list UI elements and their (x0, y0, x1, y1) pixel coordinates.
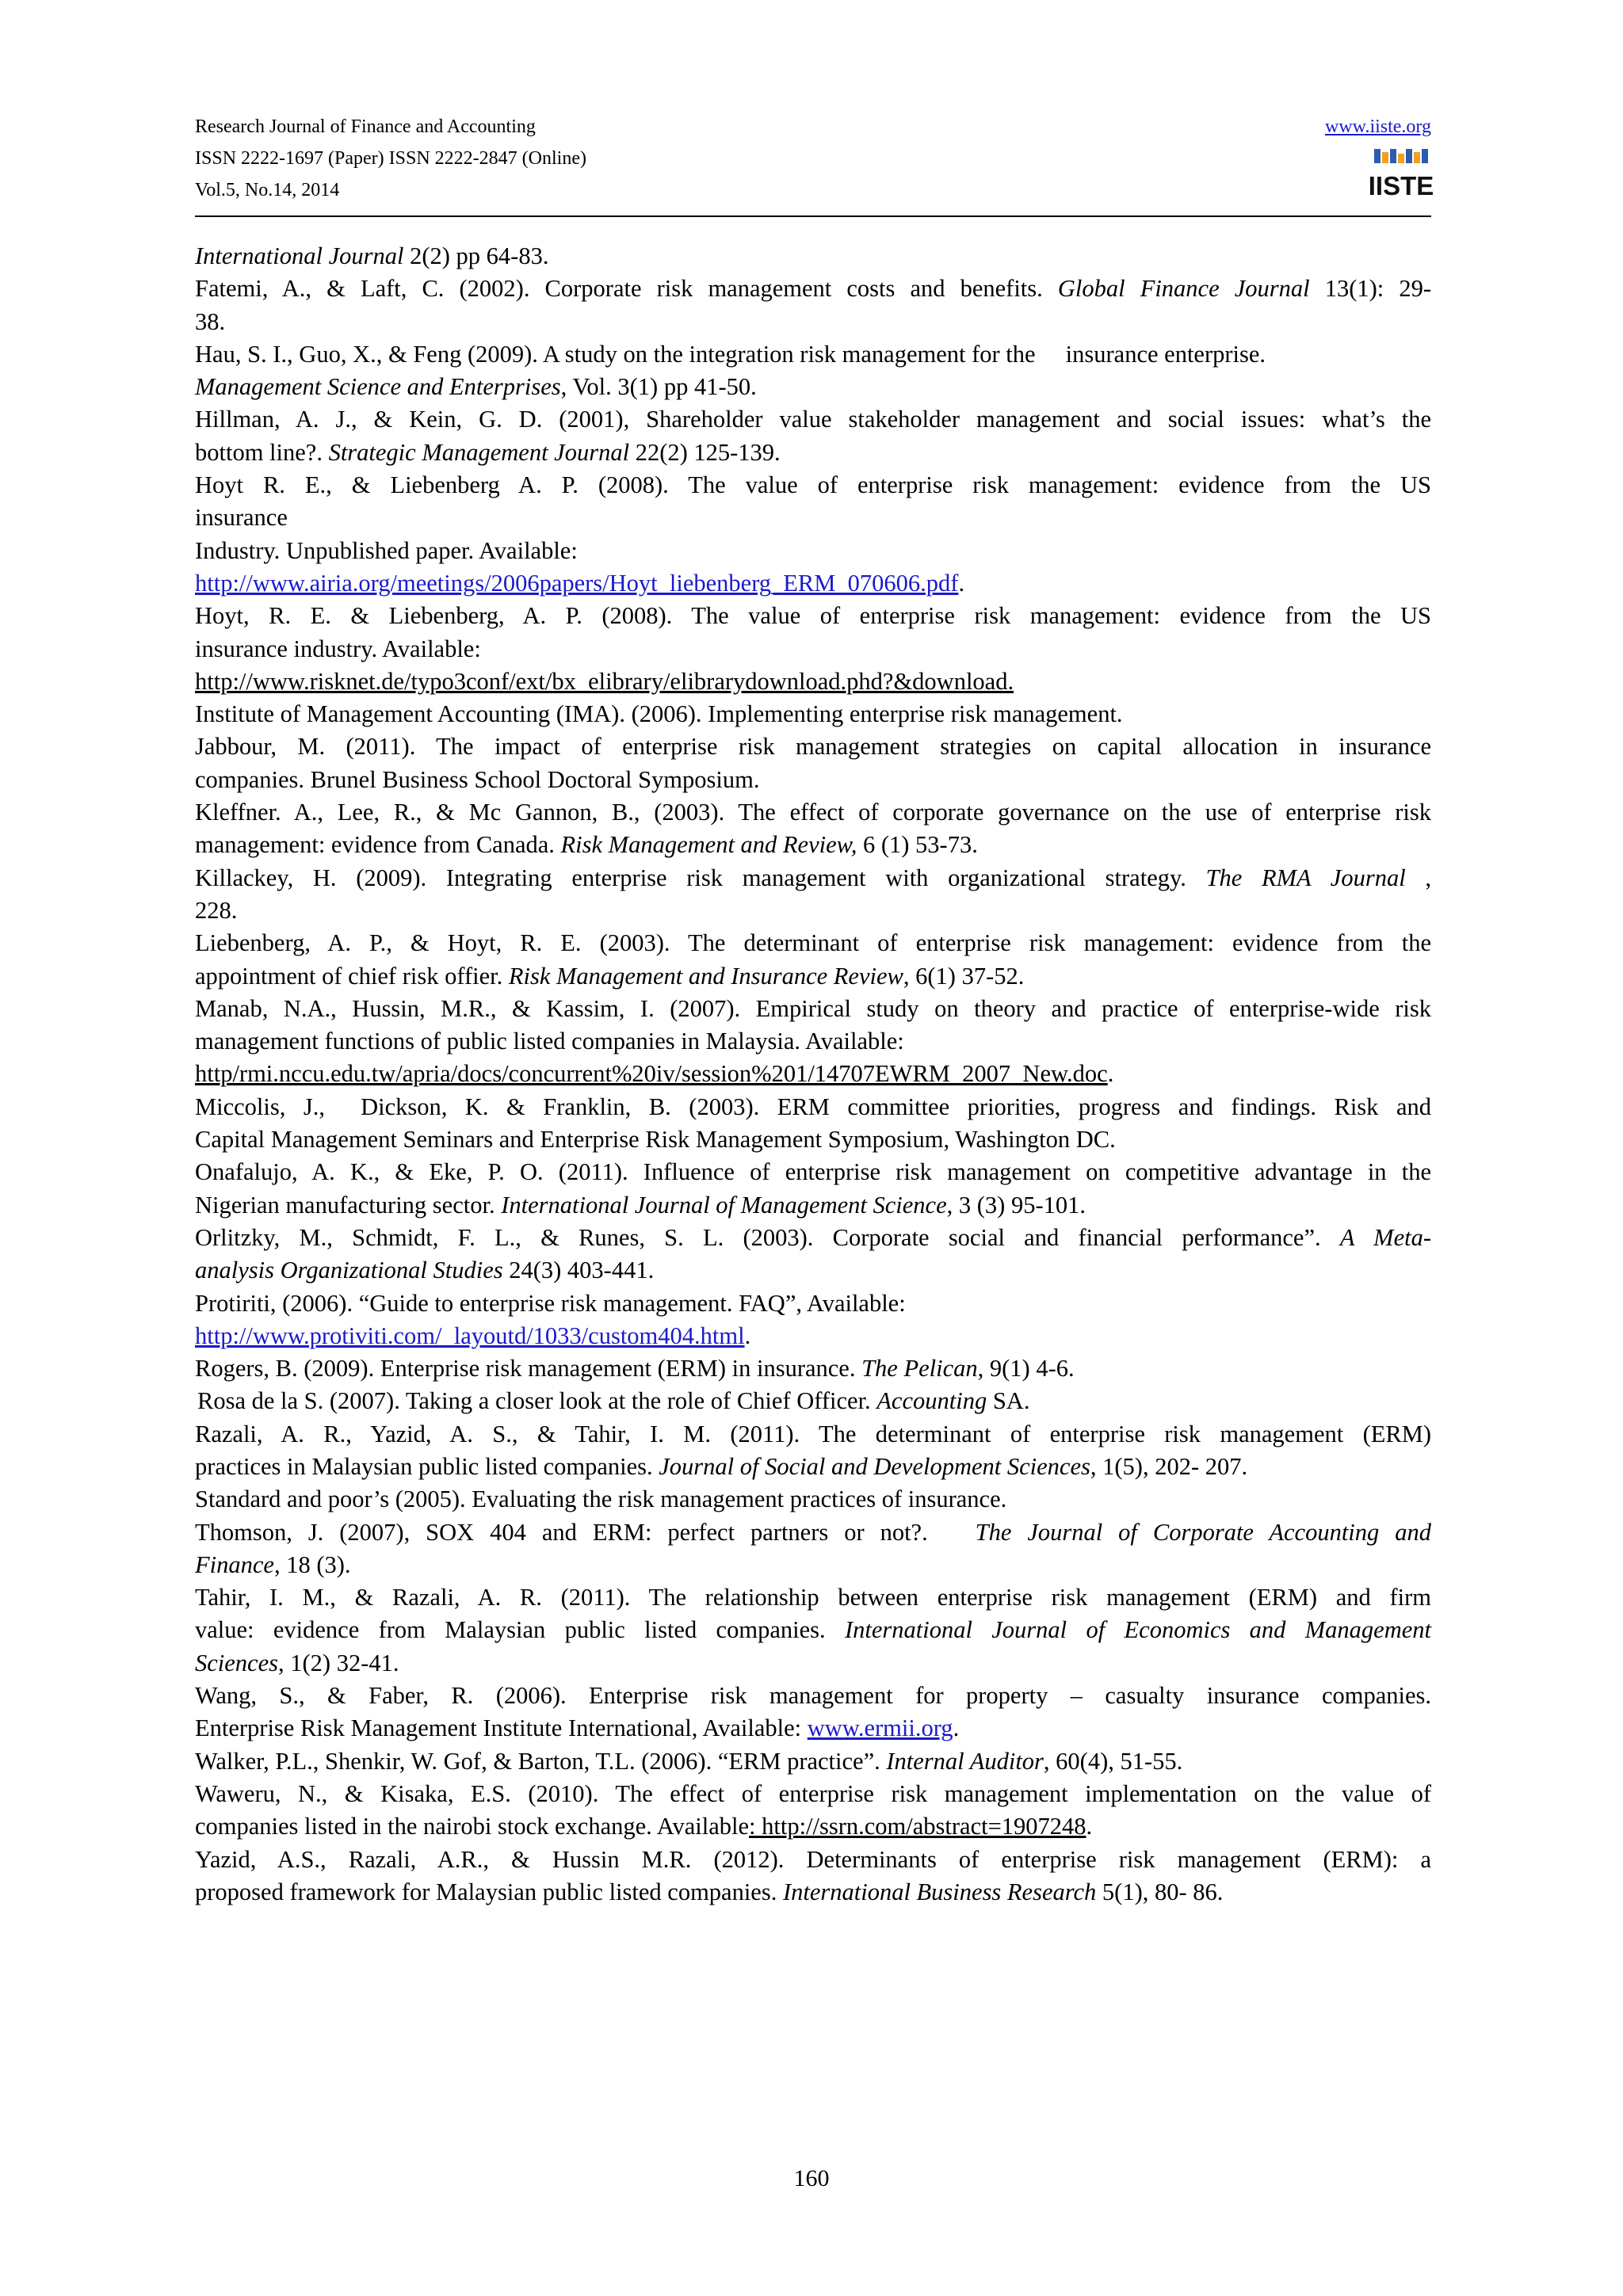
reference-source-title: International Journal of Management Science (501, 1191, 947, 1219)
reference-link[interactable]: http/rmi.nccu.edu.tw/apria/docs/concurrent%20iv/session%201/14707EWRM_2007_New.doc (195, 1060, 1108, 1088)
reference-text: Hoyt R. E., & Liebenberg A. P. (2008). The value of enterprise risk management: evidence from the US (195, 471, 1431, 499)
reference-line (195, 829, 1431, 861)
reference-line (195, 1058, 1431, 1090)
reference-line (195, 666, 1431, 698)
reference-line (195, 1287, 1431, 1320)
reference-text: , 60(4), 51-55. (1043, 1747, 1183, 1775)
reference-line (195, 1516, 1431, 1549)
reference-line (195, 306, 1431, 338)
reference-line (195, 633, 1431, 666)
reference-line (195, 567, 1431, 600)
reference-text: 22(2) 125-139. (629, 438, 781, 466)
reference-line (195, 1614, 1431, 1646)
svg-text:IISTE: IISTE (1368, 171, 1434, 200)
reference-text: insurance (195, 504, 288, 532)
reference-source-title: analysis Organizational Studies (195, 1257, 503, 1284)
reference-line (195, 371, 1431, 403)
reference-line (195, 698, 1431, 730)
reference-text: 6 (1) 53-73. (857, 831, 978, 859)
reference-text: , 6(1) 37-52. (903, 962, 1025, 990)
reference-line (195, 1025, 1431, 1058)
reference-text: . (953, 1714, 960, 1742)
reference-text: . (744, 1322, 751, 1349)
reference-text: Orlitzky, M., Schmidt, F. L., & Runes, S. L. (2003). Corporate social and financial performance”. (195, 1223, 1340, 1251)
reference-line (195, 600, 1431, 632)
reference-text: . (1086, 1813, 1093, 1840)
reference-text: , 9(1) 4-6. (977, 1355, 1075, 1383)
reference-line (195, 1320, 1431, 1352)
reference-source-title: A Meta- (1339, 1223, 1431, 1251)
reference-text: Standard and poor’s (2005). Evaluating the risk management practices of insurance. (195, 1486, 1007, 1513)
header-rule (195, 215, 1431, 217)
reference-line (195, 796, 1431, 829)
reference-line (195, 1844, 1431, 1876)
reference-source-title: Risk Management and Review, (560, 831, 857, 859)
reference-line (195, 437, 1431, 469)
reference-line (195, 1156, 1431, 1188)
reference-text: Tahir, I. M., & Razali, A. R. (2011). The relationship between enterprise risk management (ERM) and firm (195, 1584, 1431, 1611)
reference-line (195, 1091, 1431, 1123)
reference-line (195, 1810, 1431, 1843)
reference-text: Wang, S., & Faber, R. (2006). Enterprise risk management for property – casualty insurance companies. (195, 1682, 1431, 1710)
reference-text: management: evidence from Canada. (195, 831, 561, 859)
reference-text: insurance industry. Available: (195, 635, 481, 662)
reference-text: , Vol. 3(1) pp 41-50. (560, 373, 757, 401)
reference-source-title: International Journal of Economics and Management (844, 1616, 1431, 1644)
reference-text: Manab, N.A., Hussin, M.R., & Kassim, I. (2007). Empirical study on theory and practice of enterprise-wide risk (195, 994, 1431, 1022)
reference-text: Fatemi, A., & Laft, C. (2002). Corporate risk management costs and benefits. (195, 275, 1058, 303)
reference-text: Kleffner. A., Lee, R., & Mc Gannon, B., (2003). The effect of corporate governance on the use of enterprise risk (195, 799, 1431, 826)
reference-line (195, 273, 1431, 305)
reference-source-title: Accounting (876, 1387, 987, 1415)
reference-line (195, 730, 1431, 763)
reference-line (195, 469, 1431, 502)
reference-line (195, 927, 1431, 959)
volume-line: Vol.5, No.14, 2014 (195, 180, 340, 200)
reference-line (195, 1451, 1431, 1483)
reference-text: Razali, A. R., Yazid, A. S., & Tahir, I. M. (2011). The determinant of enterprise risk management (ERM) (195, 1420, 1431, 1447)
reference-line (195, 1680, 1431, 1712)
reference-line (195, 1418, 1431, 1451)
reference-text: Institute of Management Accounting (IMA). (2006). Implementing enterprise risk management. (195, 700, 1123, 728)
reference-line (195, 535, 1431, 567)
reference-line (195, 1647, 1431, 1680)
reference-line (195, 1876, 1431, 1909)
reference-source-title: The Journal of Corporate Accounting and (975, 1518, 1431, 1546)
reference-text: 38. (195, 307, 226, 335)
reference-line (195, 502, 1431, 534)
reference-text: companies. Brunel Business School Doctoral Symposium. (195, 765, 760, 793)
reference-source-title: International Business Research (782, 1878, 1097, 1905)
reference-line (195, 1123, 1431, 1156)
reference-text: Jabbour, M. (2011). The impact of enterprise risk management strategies on capital allocation in insurance (195, 733, 1431, 761)
reference-text: Rosa de la S. (2007). Taking a closer look at the role of Chief Officer. (197, 1387, 877, 1415)
reference-line (195, 1581, 1431, 1614)
reference-line (195, 1352, 1431, 1385)
reference-text: Onafalujo, A. K., & Eke, P. O. (2011). Influence of enterprise risk management on competitive advantage in the (195, 1158, 1431, 1186)
reference-text: , 3 (3) 95-101. (946, 1191, 1086, 1219)
reference-text: Thomson, J. (2007), SOX 404 and ERM: perfect partners or not?. (195, 1518, 960, 1546)
reference-source-title: International Journal (195, 242, 404, 269)
reference-line (195, 240, 1431, 273)
reference-text: . (958, 569, 965, 597)
reference-text: Hillman, A. J., & Kein, G. D. (2001), Shareholder value stakeholder management and social issues: what’s the (195, 406, 1431, 433)
reference-text: , 1(2) 32-41. (278, 1649, 399, 1676)
journal-name: Research Journal of Finance and Accounting (195, 116, 536, 137)
reference-source-title: Journal of Social and Development Sciences (659, 1452, 1090, 1480)
reference-line (195, 894, 1431, 927)
reference-text: 228. (195, 896, 238, 924)
reference-link[interactable]: http://www.airia.org/meetings/2006papers/Hoyt_liebenberg_ERM_070606.pdf (195, 569, 959, 597)
reference-line (195, 862, 1431, 894)
reference-line (195, 764, 1431, 796)
reference-line (195, 338, 1431, 371)
reference-line (195, 1254, 1431, 1287)
reference-source-title: Strategic Management Journal (328, 438, 630, 466)
reference-text: Walker, P.L., Shenkir, W. Gof, & Barton, T.L. (2006). “ERM practice”. (195, 1747, 887, 1775)
reference-text: Enterprise Risk Management Institute International, Available: (195, 1714, 808, 1742)
reference-text: value: evidence from Malaysian public listed companies. (195, 1616, 845, 1644)
reference-source-title: Sciences (195, 1649, 278, 1676)
reference-source-title: Management Science and Enterprises (195, 373, 561, 401)
reference-text: Waweru, N., & Kisaka, E.S. (2010). The effect of enterprise risk management implementation on the value of (195, 1779, 1431, 1807)
reference-line (195, 1549, 1431, 1581)
reference-line (195, 1189, 1431, 1222)
reference-text: Rogers, B. (2009). Enterprise risk management (ERM) in insurance. (195, 1355, 862, 1383)
reference-text: Nigerian manufacturing sector. (195, 1191, 502, 1219)
reference-source-title: Finance (195, 1550, 274, 1578)
reference-text: management functions of public listed companies in Malaysia. Available: (195, 1028, 904, 1055)
reference-text: 5(1), 80- 86. (1096, 1878, 1224, 1905)
reference-source-title: The Pelican (861, 1355, 978, 1383)
reference-text: proposed framework for Malaysian public listed companies. (195, 1878, 783, 1905)
reference-link[interactable]: : http://ssrn.com/abstract=1907248 (749, 1813, 1086, 1840)
reference-line (195, 993, 1431, 1025)
reference-text: Yazid, A.S., Razali, A.R., & Hussin M.R. (2012). Determinants of enterprise risk management (ERM): a (195, 1845, 1431, 1873)
reference-line (195, 1778, 1431, 1810)
reference-text: SA. (987, 1387, 1030, 1415)
reference-text: appointment of chief risk offier. (195, 962, 509, 990)
reference-text: companies listed in the nairobi stock exchange. Available (195, 1813, 750, 1840)
reference-source-title: Risk Management and Insurance Review (508, 962, 903, 990)
reference-source-title: Global Finance Journal (1057, 275, 1310, 303)
reference-text: . (1107, 1060, 1114, 1088)
reference-line (195, 1712, 1431, 1745)
iiste-logo (1368, 147, 1434, 200)
reference-source-title: The RMA Journal (1205, 864, 1406, 891)
reference-text: Killackey, H. (2009). Integrating enterprise risk management with organizational strategy. (195, 864, 1206, 891)
reference-text: Hoyt, R. E. & Liebenberg, A. P. (2008). The value of enterprise risk management: evidence from the US (195, 602, 1431, 630)
reference-text: Miccolis, J., Dickson, K. & Franklin, B. (2003). ERM committee priorities, progress and findings. Risk and (195, 1093, 1431, 1120)
reference-text: , 18 (3). (273, 1550, 351, 1578)
reference-line (195, 1745, 1431, 1778)
issn-line: ISSN 2222-1697 (Paper) ISSN 2222-2847 (Online) (195, 148, 586, 169)
reference-link[interactable]: http://www.risknet.de/typo3conf/ext/bx_elibrary/elibrarydownload.phd?&download. (195, 667, 1014, 695)
reference-text: practices in Malaysian public listed companies. (195, 1452, 659, 1480)
reference-text: 24(3) 403-441. (502, 1257, 655, 1284)
reference-text: 2(2) pp 64-83. (403, 242, 549, 269)
reference-text: Protiriti, (2006). “Guide to enterprise risk management. FAQ”, Available: (195, 1289, 906, 1317)
reference-text: bottom line?. (195, 438, 329, 466)
reference-link[interactable]: http://www.protiviti.com/_layoutd/1033/custom404.html (195, 1322, 745, 1349)
reference-line (195, 1222, 1431, 1254)
reference-text: Industry. Unpublished paper. Available: (195, 536, 578, 564)
reference-line (195, 403, 1431, 436)
reference-text: , 1(5), 202- 207. (1090, 1452, 1248, 1480)
reference-text: , (1425, 864, 1431, 891)
reference-line (195, 960, 1431, 993)
reference-text: Liebenberg, A. P., & Hoyt, R. E. (2003). The determinant of enterprise risk management: evidence from the (195, 929, 1431, 957)
iiste-site-link[interactable]: www.iiste.org (1325, 116, 1431, 137)
reference-text: 13(1): 29- (1324, 275, 1432, 303)
reference-list (195, 240, 1431, 1909)
reference-text: Hau, S. I., Guo, X., & Feng (2009). A study on the integration risk management for the insurance enterprise. (195, 340, 1266, 368)
reference-link[interactable]: www.ermii.org (807, 1714, 953, 1742)
reference-line (195, 1385, 1431, 1417)
page-number: 160 (793, 2165, 830, 2191)
page-header (195, 111, 1434, 222)
reference-line (195, 1483, 1431, 1516)
reference-source-title: Internal Auditor (886, 1747, 1044, 1775)
reference-text: Capital Management Seminars and Enterprise Risk Management Symposium, Washington DC. (195, 1126, 1116, 1154)
